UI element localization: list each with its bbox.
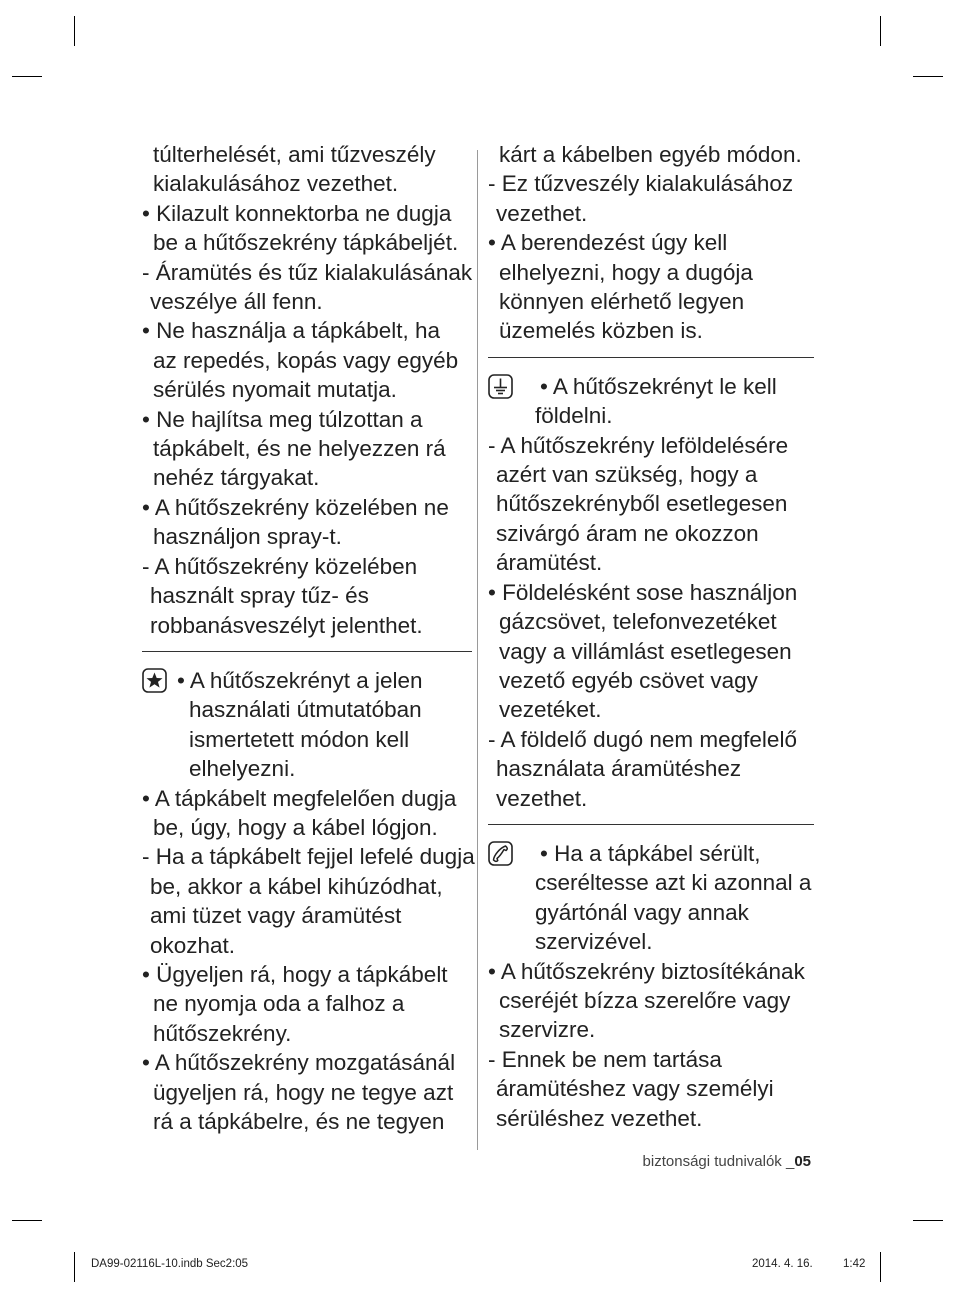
text-line: be a hűtőszekrény tápkábeljét. bbox=[153, 230, 459, 256]
crop-mark bbox=[913, 76, 943, 77]
text-line: - A hűtőszekrény leföldelésére bbox=[488, 432, 789, 458]
crop-mark bbox=[74, 16, 75, 46]
text-line: földelni. bbox=[535, 403, 613, 429]
text-line: nehéz tárgyakat. bbox=[153, 465, 320, 491]
text-line: - Ez tűzveszély kialakulásához bbox=[488, 171, 794, 197]
text-line: be, akkor a kábel kihúzódhat, bbox=[150, 873, 443, 899]
text-line: • A hűtőszekrény mozgatásánál bbox=[142, 1050, 456, 1076]
column-divider bbox=[477, 150, 478, 1150]
text-line: azért van szükség, hogy a bbox=[496, 462, 758, 488]
text-line: gyártónál vagy annak bbox=[535, 899, 749, 925]
phone-service-icon bbox=[488, 841, 512, 865]
text-line: - A földelő dugó nem megfelelő bbox=[488, 726, 797, 752]
text-line: áramütést. bbox=[496, 550, 603, 576]
right-section2-text bbox=[488, 839, 814, 1133]
text-line: • A hűtőszekrényt a jelen bbox=[177, 667, 423, 693]
text-line: robbanásveszélyt jelenthet. bbox=[150, 612, 423, 638]
left-section-text bbox=[142, 666, 475, 1137]
text-line: szivárgó áram ne okozzon bbox=[496, 520, 759, 546]
section-separator bbox=[488, 824, 814, 825]
text-line: veszélye áll fenn. bbox=[150, 289, 323, 315]
text-line: könnyen elérhető legyen bbox=[499, 289, 745, 315]
text-line: - Áramütés és tűz kialakulásának bbox=[142, 259, 473, 285]
text-line: • A hűtőszekrény biztosítékának bbox=[488, 958, 805, 984]
text-line: szervizével. bbox=[535, 929, 653, 955]
text-line: - A hűtőszekrény közelében bbox=[142, 553, 418, 579]
left-top-text bbox=[142, 140, 472, 640]
text-line: • A hűtőszekrényt le kell bbox=[540, 373, 777, 399]
crop-mark bbox=[880, 1252, 881, 1282]
crop-mark bbox=[880, 16, 881, 46]
text-line: üzemelés közben is. bbox=[499, 318, 703, 344]
section-separator bbox=[142, 651, 472, 652]
text-line: - Ha a tápkábelt fejjel lefelé dugja bbox=[142, 844, 475, 870]
text-line: okozhat. bbox=[150, 932, 236, 958]
text-line: sérülés nyomait mutatja. bbox=[153, 377, 397, 403]
text-line: használjon spray-t. bbox=[153, 524, 342, 550]
right-top-text bbox=[488, 140, 814, 346]
text-line: használt spray tűz- és bbox=[150, 583, 369, 609]
crop-mark bbox=[12, 1220, 42, 1221]
text-line: ismertetett módon kell bbox=[189, 726, 410, 752]
text-line: • Ügyeljen rá, hogy a tápkábelt bbox=[142, 961, 448, 987]
text-line: • Ne hajlítsa meg túlzottan a bbox=[142, 406, 423, 432]
text-line: - Ennek be nem tartása bbox=[488, 1046, 722, 1072]
text-line: vezethet. bbox=[496, 200, 588, 226]
left-caution-section bbox=[142, 666, 475, 1137]
right-ground-section bbox=[488, 372, 814, 813]
left-column bbox=[142, 140, 475, 1136]
right-service-section bbox=[488, 839, 814, 1133]
text-line: ügyeljen rá, hogy ne tegye azt bbox=[153, 1079, 454, 1105]
text-line: túlterhelését, ami tűzveszély bbox=[153, 142, 436, 167]
text-line: kárt a kábelben egyéb módon. bbox=[499, 142, 802, 167]
print-slug-date: 2014. 4. 16. bbox=[752, 1258, 813, 1270]
text-line: gázcsövet, telefonvezetéket bbox=[499, 609, 777, 635]
text-line: kialakulásához vezethet. bbox=[153, 171, 399, 197]
text-line: vagy a villámlást esetlegesen bbox=[499, 638, 792, 664]
crop-mark bbox=[74, 1252, 75, 1282]
text-line: ne nyomja oda a falhoz a bbox=[153, 991, 405, 1017]
text-line: • Ha a tápkábel sérült, bbox=[540, 840, 761, 866]
section-separator bbox=[488, 357, 814, 358]
text-line: vezető egyéb csövet vagy bbox=[499, 667, 758, 693]
text-line: vezethet. bbox=[496, 785, 588, 811]
text-line: hűtőszekrényből esetlegesen bbox=[496, 491, 788, 517]
text-line: elhelyezni. bbox=[189, 756, 296, 782]
text-line: szervizre. bbox=[499, 1017, 596, 1043]
text-line: • A berendezést úgy kell bbox=[488, 230, 728, 256]
text-line: • A hűtőszekrény közelében ne bbox=[142, 494, 449, 520]
text-line: ami tüzet vagy áramütést bbox=[150, 903, 402, 929]
text-line: elhelyezni, hogy a dugója bbox=[499, 259, 753, 285]
text-line: be, úgy, hogy a kábel lógjon. bbox=[153, 814, 438, 840]
crop-mark bbox=[12, 76, 42, 77]
page-footer bbox=[643, 1153, 811, 1170]
text-line: az repedés, kopás vagy egyéb bbox=[153, 347, 459, 373]
text-line: • Földelésként sose használjon bbox=[488, 579, 798, 605]
text-line: cseréjét bízza szerelőre vagy bbox=[499, 987, 791, 1013]
text-line: tápkábelt, és ne helyezzen rá bbox=[153, 436, 446, 462]
footer-section-name: biztonsági tudnivalók _ bbox=[642, 1153, 795, 1170]
text-line: használata áramütéshez bbox=[496, 756, 742, 782]
star-caution-icon bbox=[142, 668, 166, 692]
text-line: rá a tápkábelre, és ne tegyen bbox=[153, 1109, 445, 1134]
print-slug-time: 1:42 bbox=[843, 1258, 866, 1270]
text-line: hűtőszekrény. bbox=[153, 1020, 292, 1046]
text-line: • A tápkábelt megfelelően dugja bbox=[142, 785, 457, 811]
page-number: 05 bbox=[794, 1153, 811, 1170]
right-section1-text bbox=[488, 372, 814, 813]
crop-mark bbox=[913, 1220, 943, 1221]
text-line: • Ne használja a tápkábelt, ha bbox=[142, 318, 441, 344]
text-line: használati útmutatóban bbox=[189, 697, 422, 723]
text-line: cseréltesse azt ki azonnal a bbox=[535, 870, 812, 896]
text-line: vezetéket. bbox=[499, 697, 602, 723]
text-line: sérüléshez vezethet. bbox=[496, 1105, 703, 1131]
ground-symbol-icon bbox=[488, 374, 512, 398]
right-column bbox=[488, 140, 814, 1133]
text-line: • Kilazult konnektorba ne dugja bbox=[142, 200, 452, 226]
text-line: áramütéshez vagy személyi bbox=[496, 1076, 774, 1102]
print-slug-file: DA99-02116L-10.indb Sec2:05 bbox=[91, 1258, 249, 1270]
